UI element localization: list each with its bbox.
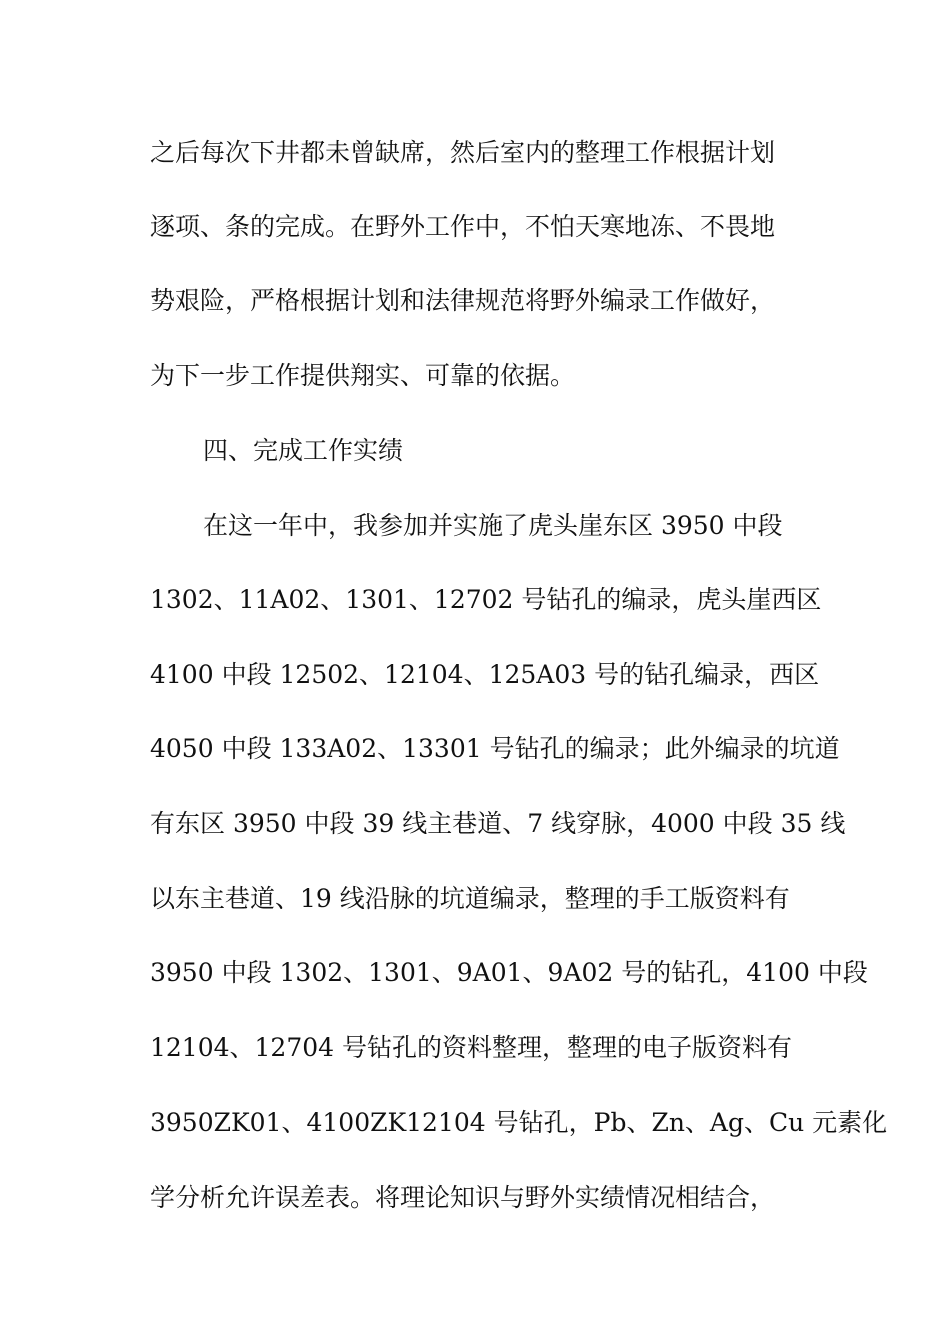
text-line-11: 以东主巷道、19 线沿脉的坑道编录，整理的手工版资料有: [150, 884, 790, 913]
text-line-10: 有东区 3950 中段 39 线主巷道、7 线穿脉，4000 中段 35 线: [150, 809, 846, 838]
text-line-4: 为下一步工作提供翔实、可靠的依据。: [150, 361, 576, 390]
text-line-12: 3950 中段 1302、1301、9A01、9A02 号的钻孔，4100 中段: [150, 958, 868, 987]
text-line-14: 3950ZK01、4100ZK12104 号钻孔，Pb、Zn、Ag、Cu 元素化: [150, 1108, 888, 1137]
text-line-8: 4100 中段 12502、12104、125A03 号的钻孔编录，西区: [150, 660, 820, 689]
section-heading: 四、完成工作实绩: [203, 436, 404, 465]
text-line-15: 学分析允许误差表。将理论知识与野外实绩情况相结合，: [150, 1183, 776, 1212]
text-line-3: 势艰险，严格根据计划和法律规范将野外编录工作做好，: [150, 286, 776, 315]
text-line-2: 逐项、条的完成。在野外工作中，不怕天寒地冻、不畏地: [150, 212, 776, 241]
text-line-7: 1302、11A02、1301、12702 号钻孔的编录，虎头崖西区: [150, 585, 822, 614]
text-line-1: 之后每次下井都未曾缺席，然后室内的整理工作根据计划: [150, 138, 776, 167]
text-line-9: 4050 中段 133A02、13301 号钻孔的编录；此外编录的坑道: [150, 734, 840, 763]
text-line-6: 在这一年中，我参加并实施了虎头崖东区 3950 中段: [203, 511, 783, 540]
text-line-13: 12104、12704 号钻孔的资料整理，整理的电子版资料有: [150, 1033, 793, 1062]
